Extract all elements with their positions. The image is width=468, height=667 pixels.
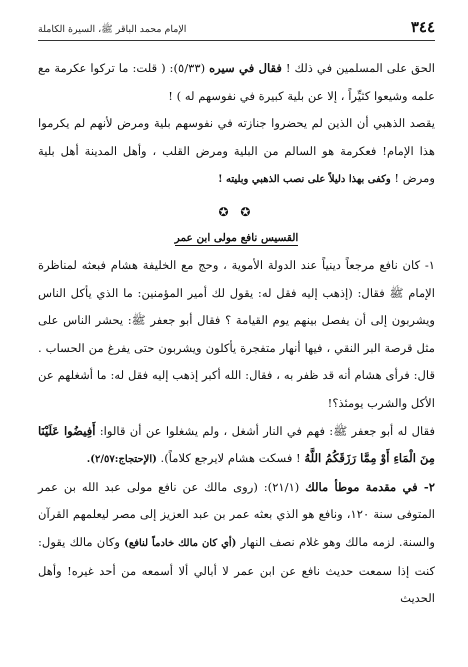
section-title-text: القسيس نافع مولى ابن عمر [174,231,299,244]
section-ornament: ✪ ✪ [218,204,255,219]
paragraph [38,474,435,613]
paragraph [38,55,435,110]
text-segment: ٢- في مقدمة موطأ مالك [305,479,435,494]
paragraph [38,418,435,474]
text-segment: وكان مالك يقول: كنت إذا سمعت حديث نافع عن ابن عمر لا أبالي ألا أسمعه من أحد غيره! وأهل الحديث [38,534,435,606]
page-header [38,18,435,41]
paragraph [38,252,435,418]
text-segment: (٥/٣٣): ( قلت: ما تركوا عكرمة مع علمه وشيعوا كثيِّراً ، إلا عن بلية كبيرة في نفوسهم له ) ! [38,61,435,103]
page-number: ٣٤٤ [410,18,435,36]
text-segment: فقال في سيره [209,61,282,75]
text-segment: (أي كان مالك خادماً لنافع) [124,537,237,549]
text-segment: ١- كان نافع مرجعاً دينياً عند الدولة الأموية ، وحج مع الخليفة هشام فبعثه لمناظرة الإمام ﷺ فقال: (إذهب إليه فقل له: يقول لك أمير المؤمنين: ما الذي يأكل الناس ويشربون إلى أن يفصل بينهم يوم القيامة ؟ فقال أبو جعفر ﷺ: يحشر الناس على مثل قرصة البر النقي ، فيها أنهار متفجرة يأكلون ويشربون حتى يفرغ من الحساب . قال: فرأى هشام أنه قد ظفر به ، فقال: الله أكبر إذهب إليه فقل له: ما أشغلهم عن الأكل والشرب يومئذ؟! [38,257,435,410]
body-text-bottom [38,252,435,613]
text-segment: يقصد الذهبي أن الذين لم يحضروا جنازته في نفوسهم بلية ومرض لأنهم لم يكرموا هذا الإمام! فعكرمة هو السالم من البلية ومرض القلب ، وأهل المدينة أهل بلية ومرض ! [38,116,435,186]
text-segment: (الإحتجاج:٢/٥٧). [86,454,157,466]
body-text-top [38,55,435,194]
text-segment: أَفِيضُوا عَلَيْنَا مِنَ الْمَاءِ أَوْ مِمَّا رَزَقَكُمُ اللَّهُ [38,423,435,466]
text-segment: وكفى بهذا دليلاً على نصب الذهبي وبليته ! [218,174,391,186]
text-segment: الحق على المسلمين في ذلك ! [281,61,435,75]
text-segment: فقال له أبو جعفر ﷺ: فهم في النار أشغل ، ولم يشغلوا عن أن قالوا: [95,423,435,438]
text-segment: (٢١/١): (روى مالك عن نافع مولى عبد الله بن عمر المتوفى سنة ١٢٠، ونافع هو الذي بعثه عمر بن عبد العزيز إلى مصر ليعلمهم القرآن والسنة. لزمه مالك وهو غلام نصف النهار [38,479,435,549]
paragraph [38,110,435,194]
section-title [38,226,435,250]
text-segment: ! فسكت هشام لايرجع كلاماً). [156,451,305,466]
document-page [38,18,435,613]
running-title: الإمام محمد الباقر ﷺ، السيرة الكاملة [38,24,187,35]
